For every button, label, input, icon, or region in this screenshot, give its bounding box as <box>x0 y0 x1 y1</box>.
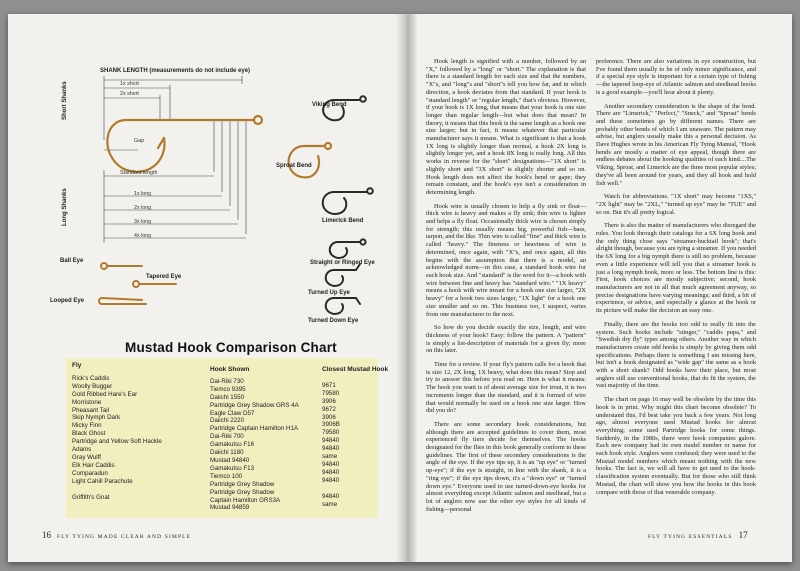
turned-down-eye-label: Turned Down Eye <box>308 318 359 324</box>
mustad-number: same <box>322 500 338 508</box>
paragraph: There are some secondary hook considerations, but although there are accepted guidelines to cover them, most experienced fly tiers decide for themselves. The hooks designated for the flies in this book generally conform to these guidelines. The first of these secondary considerations is the angle of the eye. If the eye tips up, it is an "up eye" or "turned up-eye"; if the eye is straight, in line with the shank, it is a "ring eye"; if the eye tips down, it's a "down eye" or "turned down eye." Everyone used to use turned-down-eye hooks for almost everything except Atlantic salmon and steelhead, but a lot of anglers now use the other eye styles for all kinds of fishing—personal <box>426 420 586 513</box>
tapered-eye-label: Tapered Eye <box>146 274 182 280</box>
paragraph: The chart on page 16 may well be obsolete by the time this book is in print. Why might this chart become obsolete? To understand this, I'd best take you back a few years. Not long ago, almost everyone used Mustad hooks for almost everything; some used Partridge hooks for some things. Suddenly, in the 1980s, there were hook companies galore. Each new company had its own model number or name for each hook style. Anglers were confused; they were used to the Mustad model numbers which meant nothing with the new hooks. The fact is, we will all have to get used to the hook-classification system eventually. But for those who still think Mustad, the chart will show you how the hooks in this book compare with those of that venerable company. <box>596 396 756 496</box>
mustad-number: 3906 <box>322 413 336 421</box>
fly-name: Elk Hair Caddis <box>72 461 115 469</box>
paragraph: Finally, there are the hooks too odd to really fit into the system. Such hooks include "stinger," "caddis pupa," and "Swedish dry fly" types among others. Another way in which manufacturers create odd hooks is simply by giving them odd specifications. Perhaps there is something I am missing here, but isn't a hook designated as "wide gap" the same as a hook with a short shank? Odd hooks have their place, but most anglers still use conventional hooks, that do fit the system, the vast majority of the time. <box>596 320 756 390</box>
hook-name: Mustad 94840 <box>210 456 250 464</box>
fly-name: Skip Nymph Dark <box>72 414 121 422</box>
fly-name: Griffith's Gnat <box>72 493 110 501</box>
paragraph: preference. There are also variations in eye construction, but I've found them usually to be of only minor significance, and if a special eye style is important for a certain type of fishing—the tapered loop-eye of Atlantic salmon and steelhead hooks is a good example—you'll hear about it plenty. <box>596 58 756 96</box>
mustad-number: 94840 <box>322 445 340 453</box>
mustad-number: 94840 <box>322 492 340 500</box>
hook-name: Daiichi 2220 <box>210 417 245 425</box>
hook-name: Partridge Grey Shadow <box>210 480 275 488</box>
footer-right <box>648 530 748 540</box>
mustad-number: 94840 <box>322 476 340 484</box>
fly-name: Rick's Caddis <box>72 374 110 382</box>
fly-name: Woolly Bugger <box>72 382 113 390</box>
hook-name: Eagle Claw D57 <box>210 409 255 417</box>
footer-left <box>42 530 191 540</box>
chart-title: Mustad Hook Comparison Chart <box>125 340 337 355</box>
text-column-1 <box>426 58 586 519</box>
running-head-left: FLY TYING MADE CLEAR AND SIMPLE <box>57 534 192 540</box>
hook-name: Daiichi 1550 <box>210 393 245 401</box>
book-spread <box>8 14 792 562</box>
paragraph: Watch for abbreviations. "1X short" may become "1XS," "2X light" may be "2XL," "turned up eye" may be "TUE" and so on. But it's all pretty logical. <box>596 193 756 216</box>
ball-eye-label: Ball Eye <box>60 258 84 264</box>
long-shanks-label: Long Shanks <box>62 188 68 226</box>
running-head-right: FLY TYING ESSENTIALS <box>648 534 733 540</box>
fly-column-header: Fly <box>72 362 82 369</box>
mustad-number: 94840 <box>322 460 340 468</box>
paragraph: Hook wire is usually chosen to help a fly sink or float—thick wire is heavy and makes a fly sink; thin wire is lighter and helps a fly float. Occasionally thick wire is chosen simply for strength; this usually means big, powerful fish—bass, tarpon, and the like. Thin wire is called "fine" and thick wire is called "heavy." The fineness or heaviness of wire is determined, once again, with "X"s, and once again, all this begins with the assumption that there is a model, an acknowledged norm—in this case, a standard hook wire for each hook size. And "standard" is the word for it—a hook with wire between fine and heavy has "standard wire." "1X heavy" means a hook with wire meant for a hook one size larger, "2X heavy" for a hook two sizes larger, "1X light" for a hook one size smaller and so on. This business too, I suspect, varies from one manufacturer to the next. <box>426 202 586 318</box>
2x-long-label: 2x long <box>134 205 152 211</box>
hook-name: Tiemco 9395 <box>210 385 246 393</box>
hook-name: Tiemco 100 <box>210 472 243 480</box>
fly-name: Gray Wulff <box>72 453 101 461</box>
comparison-table <box>66 358 389 518</box>
paragraph: Hook length is signified with a number, followed by an "X," followed by a "long" or "short." The explanation is that there is a standard length for each size and that the numbers, "X"s, and "long"s and "short"s tell you how far, and in which direction, a hook deviates from that standard. If your hook is "standard length" or "regular length," that's obvious. However, if your hook is 1X long, that means that your hook is one size longer than regular length—but what does that mean? In theory, it means that this hook is the same length as a hook one size larger; but in fact, it means whatever that particular manufacturer says it means. What is significant is that a hook 1X long is slightly longer than normal, a hook 2X long is slightly longer yet, and a hook 8X long is really long. All this works in reverse for the "short" designations—"1X short" is slightly short and "3X short" is slightly shorter and so on. Hook length does not affect the hook's bend or gape; they remain constant, and the hook's eye isn't a consideration in determining length. <box>426 58 586 196</box>
fly-name: Pheasant Tail <box>72 406 110 414</box>
2x-short-label: 2x short <box>120 91 139 97</box>
3x-long-label: 3x long <box>134 219 152 225</box>
sproat-bend-label: Sproat Bend <box>276 163 312 169</box>
mustad-number: 3906 <box>322 397 336 405</box>
page-number-right: 17 <box>738 530 748 540</box>
mustad-number: 9671 <box>322 381 336 389</box>
fly-column <box>72 362 202 501</box>
mustad-number: same <box>322 453 338 461</box>
hook-name: Gamakutsu F13 <box>210 464 255 472</box>
gap-label: Gap <box>134 138 145 144</box>
limerick-bend-label: Limerick Bend <box>322 218 364 224</box>
hook-name: Partridge Grey Shadow <box>210 488 275 496</box>
hook-name: Gamakutsu F16 <box>210 441 255 449</box>
paragraph: There is also the matter of manufacturers who disregard the rules. You look through their catalogs for a 6X long hook and the only thing close says "streamer-bucktail hook"; that's alright though, because you are tying a streamer. If you needed the 6X long for a big nymph there is still no problem, because even a little experience will tell you that a streamer hook is just a long nymph hook, more or less. The bottom line is this: First, hook choices are mostly subjective; second, hook manufacturers are not in all that much agreement anyway, so precise designations have varying meanings; and third, a bit of experience, or advice, and especially a glance at the hook or its picture will make the decision an easy one. <box>596 222 756 315</box>
mustad-column-header: Closest Mustad Hook <box>322 366 389 373</box>
hook-name: Partridge Captain Hamilton H1A <box>210 425 299 433</box>
mustad-column <box>322 366 389 508</box>
mustad-number: 79580 <box>322 429 340 437</box>
straight-ringed-eye-label: Straight or Ringed Eye <box>310 260 375 266</box>
mustad-number: 94840 <box>322 437 340 445</box>
mustad-number <box>322 485 378 493</box>
hook-anatomy-diagram <box>42 58 382 350</box>
fly-name: Light Cahill Parachute <box>72 477 133 485</box>
fly-name: Gold Ribbed Hare's Ear <box>72 390 138 398</box>
fly-name: Partridge and Yellow Soft Hackle <box>72 438 162 446</box>
shank-length-label: SHANK LENGTH (measurements do not include eye) <box>100 68 251 74</box>
fly-name: Adams <box>72 446 92 454</box>
book-gutter <box>396 14 418 562</box>
standard-length-label: Standard length <box>120 170 158 176</box>
hook-name: Dai-Riki 730 <box>210 377 244 385</box>
hook-name: Dai-Riki 700 <box>210 433 244 441</box>
mustad-number: 9672 <box>322 405 336 413</box>
fly-name: Micky Finn <box>72 422 102 430</box>
text-column-2 <box>596 58 756 502</box>
hook-name: Daiichi 1180 <box>210 449 244 457</box>
fly-name <box>72 486 202 494</box>
page-number-left: 16 <box>42 530 51 540</box>
hook-name: Captain Hamilton GRS3A <box>210 496 281 504</box>
short-shanks-label: Short Shanks <box>62 81 68 120</box>
fly-name: Black Ghost <box>72 430 106 438</box>
paragraph: Another secondary consideration is the shape of the bend. There are "Limerick," "Perfect," "Sneck," and "Sproat" bends and these sometimes go by different names. There are probably other bends of which I am unaware. The pattern may advise, but anglers usually make this a personal decision. As Dave Hughes wrote in his American Fly Tying Manual, "Hook bends are mostly a matter of eye appeal, though there are endless debates about the hooking qualities of each kind....The Viking, Sproat, and Limerick are the three most popular styles; they've all been around for years, and they all hook and hold fish well." <box>596 102 756 187</box>
turned-up-eye-label: Turned Up Eye <box>308 290 350 296</box>
hook-column <box>210 366 320 512</box>
1x-long-label: 1x long <box>134 191 152 197</box>
mustad-number: 3906B <box>322 421 340 429</box>
hook-name: Mustad 94859 <box>210 504 250 512</box>
fly-name: Morristone <box>72 398 102 406</box>
hook-column-header: Hook Shown <box>210 366 250 373</box>
paragraph: So how do you decide exactly the size, length, and wire thickness of your hook? Easy: follow the pattern. A "pattern" is simply a list-description of materials for a given fly; more on this later. <box>426 324 586 355</box>
viking-bend-label: Viking Bend <box>312 102 347 108</box>
mustad-number: 79580 <box>322 389 340 397</box>
paragraph: Time for a review. If your fly's pattern calls for a hook that is size 12, 2X long, 1X heavy, what does this mean? Stop and try to answer this before you read on. Here is what it means: The hook you want is of about average size for trout, it is two increments longer than the standard, and it is formed of wire that would normally be used on a hook one size larger. How did you do? <box>426 361 586 415</box>
4x-long-label: 4x long <box>134 233 152 239</box>
hook-name: Partridge Grey Shadow GRS 4A <box>210 401 299 409</box>
looped-eye-label: Looped Eye <box>50 298 85 304</box>
fly-name: Comparadun <box>72 469 108 477</box>
1x-short-label: 1x short <box>120 81 139 87</box>
mustad-number: 94840 <box>322 468 340 476</box>
